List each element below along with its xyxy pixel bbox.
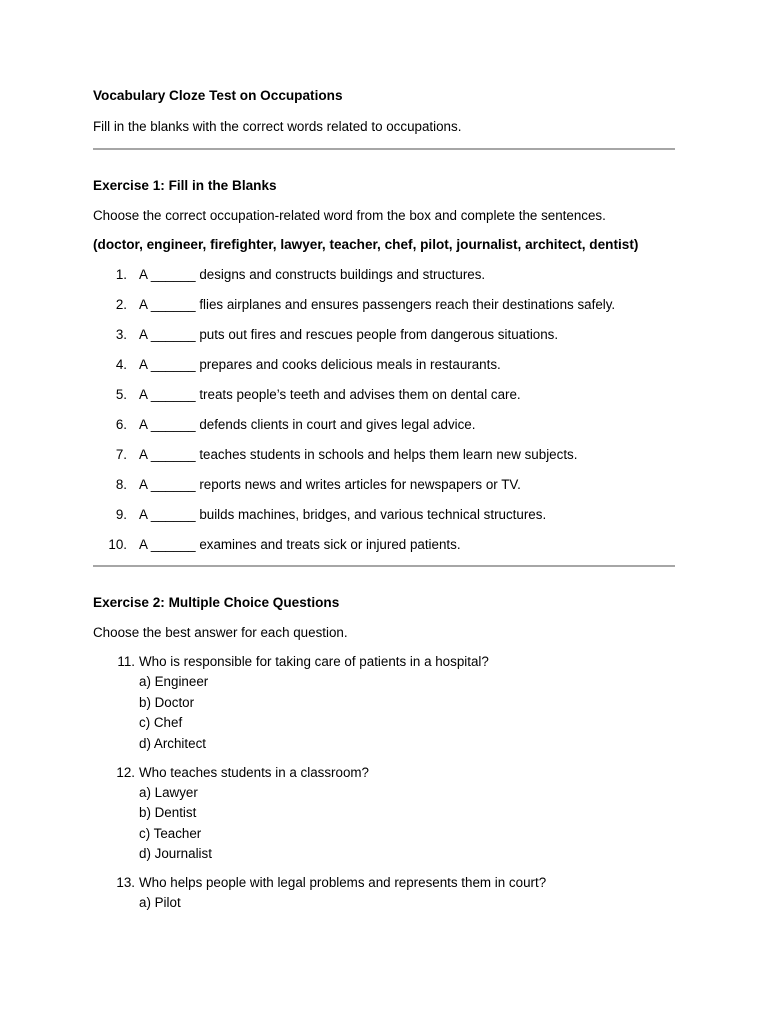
question-item (93, 874, 675, 911)
question-text: Who helps people with legal problems and represents them in court? (139, 875, 547, 890)
item-number: 5. (115, 387, 127, 402)
list-item (93, 476, 675, 493)
item-number: 7. (115, 447, 127, 462)
word-box: (doctor, engineer, firefighter, lawyer, teacher, chef, pilot, journalist, architect, dentist) (93, 237, 639, 252)
list-item (93, 506, 675, 523)
list-item (93, 296, 675, 313)
question-item (93, 653, 675, 752)
answer-option: d) Architect (139, 735, 206, 751)
exercise-2-section (93, 594, 675, 911)
answer-options (139, 784, 675, 863)
exercise-1-instructions: Choose the correct occupation-related word from the box and complete the sentences. (93, 208, 606, 223)
list-item (93, 446, 675, 463)
list-item (93, 386, 675, 403)
sentence-text: A ______ puts out fires and rescues people from dangerous situations. (139, 327, 559, 342)
list-item (93, 356, 675, 373)
sentence-text: A ______ designs and constructs buildings and structures. (139, 267, 486, 282)
answer-option: d) Journalist (139, 846, 212, 861)
answer-option: a) Engineer (139, 674, 209, 689)
exercise-1-section (93, 177, 675, 553)
item-number: 4. (115, 357, 127, 372)
answer-option: c) Teacher (139, 825, 202, 841)
document-title: Vocabulary Cloze Test on Occupations (93, 88, 343, 103)
question-item (93, 764, 675, 863)
item-number: 1. (115, 267, 127, 282)
sentence-text: A ______ examines and treats sick or injured patients. (139, 537, 461, 552)
sentence-text: A ______ defends clients in court and gives legal advice. (139, 417, 476, 432)
question-number: 13. (116, 875, 135, 890)
answer-option: a) Lawyer (139, 784, 198, 800)
answer-options (139, 894, 675, 911)
answer-option: c) Chef (139, 715, 183, 730)
sentence-text: A ______ flies airplanes and ensures passengers reach their destinations safely. (139, 297, 616, 312)
answer-option: a) Pilot (139, 895, 181, 910)
document-intro: Fill in the blanks with the correct words related to occupations. (93, 119, 462, 134)
item-number: 3. (115, 327, 127, 342)
question-number: 11. (117, 654, 135, 669)
answer-option: b) Dentist (139, 805, 197, 820)
item-number: 9. (115, 507, 127, 522)
item-number: 8. (115, 477, 127, 492)
multiple-choice-list (93, 653, 675, 911)
fill-in-blank-list (93, 266, 675, 553)
sentence-text: A ______ treats people’s teeth and advises them on dental care. (139, 387, 521, 402)
sentence-text: A ______ prepares and cooks delicious meals in restaurants. (139, 357, 501, 372)
item-number: 6. (115, 417, 127, 432)
list-item (93, 326, 675, 343)
sentence-text: A ______ reports news and writes articles for newspapers or TV. (139, 477, 521, 492)
item-number: 2. (115, 297, 127, 312)
exercise-2-instructions: Choose the best answer for each question. (93, 625, 348, 640)
question-number: 12. (116, 764, 135, 780)
list-item (93, 266, 675, 283)
divider (93, 148, 675, 150)
exercise-2-title: Exercise 2: Multiple Choice Questions (93, 595, 340, 610)
question-text: Who teaches students in a classroom? (139, 764, 369, 780)
item-number: 10. (108, 537, 127, 552)
sentence-text: A ______ builds machines, bridges, and various technical structures. (139, 507, 547, 522)
question-text: Who is responsible for taking care of patients in a hospital? (139, 654, 489, 669)
divider (93, 565, 675, 567)
answer-option: b) Doctor (139, 694, 195, 710)
list-item (93, 416, 675, 433)
answer-options (139, 673, 675, 752)
exercise-1-title: Exercise 1: Fill in the Blanks (93, 178, 277, 193)
sentence-text: A ______ teaches students in schools and helps them learn new subjects. (139, 447, 578, 462)
list-item (93, 536, 675, 553)
